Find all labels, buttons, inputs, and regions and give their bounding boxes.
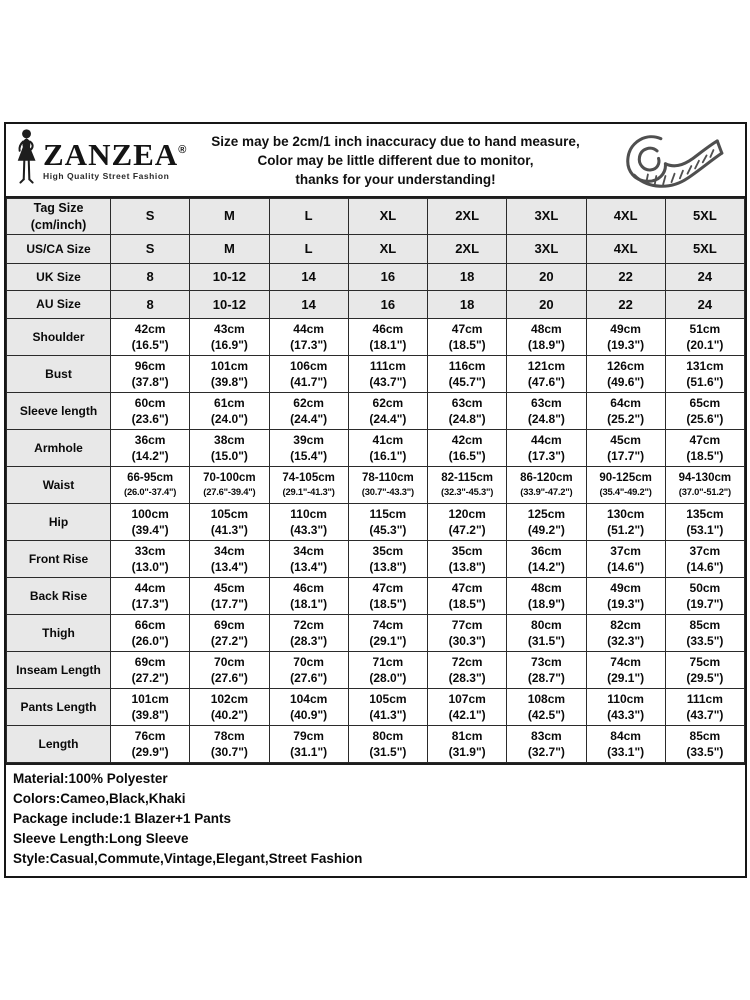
measurement-row [7,393,745,430]
measurement-row [7,319,745,356]
info-style: Style:Casual,Commute,Vintage,Elegant,Street Fashion [13,851,363,866]
size-cell: 125cm (49.2") [507,504,586,541]
size-cell: 85cm (33.5") [665,615,744,652]
size-cell: 14 [269,264,348,291]
size-cell: 33cm (13.0") [111,541,190,578]
size-header-row [7,291,745,319]
measurement-row [7,652,745,689]
row-label: Waist [7,467,111,504]
size-cell: 43cm (16.9") [190,319,269,356]
size-cell: 2XL [428,235,507,264]
size-header-row [7,199,745,235]
size-cell: 110cm (43.3") [269,504,348,541]
size-cell: 81cm (31.9") [428,726,507,763]
size-cell: 65cm (25.6") [665,393,744,430]
size-cell: 48cm (18.9") [507,578,586,615]
brand-text [43,139,186,181]
size-cell: 45cm (17.7") [190,578,269,615]
row-label: US/CA Size [7,235,111,264]
size-cell: 62cm (24.4") [348,393,427,430]
size-cell: 130cm (51.2") [586,504,665,541]
size-cell: 135cm (53.1") [665,504,744,541]
row-label: Bust [7,356,111,393]
size-cell: 104cm (40.9") [269,689,348,726]
size-cell: 120cm (47.2") [428,504,507,541]
size-cell: 4XL [586,199,665,235]
size-cell: 46cm (18.1") [269,578,348,615]
measurement-row [7,726,745,763]
brand-name: ZANZEA® [43,137,187,172]
size-cell: 101cm (39.8") [190,356,269,393]
size-cell: XL [348,199,427,235]
size-cell: 47cm (18.5") [428,319,507,356]
size-cell: 10-12 [190,291,269,319]
product-info [6,763,745,876]
size-cell: 107cm (42.1") [428,689,507,726]
measurement-row [7,504,745,541]
size-cell: L [269,199,348,235]
size-cell: 24 [665,291,744,319]
size-cell: 100cm (39.4") [111,504,190,541]
row-label: UK Size [7,264,111,291]
row-label: Shoulder [7,319,111,356]
size-cell: 62cm (24.4") [269,393,348,430]
size-cell: 90-125cm (35.4"-49.2") [586,467,665,504]
size-cell: 51cm (20.1") [665,319,744,356]
info-colors: Colors:Cameo,Black,Khaki [13,791,186,806]
size-cell: 2XL [428,199,507,235]
measurement-notice [196,132,595,189]
row-label: Length [7,726,111,763]
notice-line-1: Size may be 2cm/1 inch inaccuracy due to hand measure, [211,133,580,149]
size-cell: 121cm (47.6") [507,356,586,393]
size-cell: 8 [111,264,190,291]
size-cell: 3XL [507,199,586,235]
size-cell: 96cm (37.8") [111,356,190,393]
size-cell: 22 [586,264,665,291]
row-label: Sleeve length [7,393,111,430]
row-label: Front Rise [7,541,111,578]
size-cell: 20 [507,291,586,319]
tape-measure-icon [595,128,745,192]
size-cell: 36cm (14.2") [507,541,586,578]
size-cell: 111cm (43.7") [665,689,744,726]
size-cell: 69cm (27.2") [190,615,269,652]
size-cell: 70cm (27.6") [269,652,348,689]
size-cell: 44cm (17.3") [269,319,348,356]
measurement-row [7,578,745,615]
size-cell: 74cm (29.1") [348,615,427,652]
size-cell: 24 [665,264,744,291]
size-cell: 75cm (29.5") [665,652,744,689]
size-cell: L [269,235,348,264]
size-cell: 69cm (27.2") [111,652,190,689]
row-label: Inseam Length [7,652,111,689]
size-cell: 77cm (30.3") [428,615,507,652]
size-cell: 102cm (40.2") [190,689,269,726]
row-label: Armhole [7,430,111,467]
size-cell: 61cm (24.0") [190,393,269,430]
size-cell: 72cm (28.3") [269,615,348,652]
size-cell: 63cm (24.8") [428,393,507,430]
size-cell: 70cm (27.6") [190,652,269,689]
size-cell: 106cm (41.7") [269,356,348,393]
size-cell: 126cm (49.6") [586,356,665,393]
registered-mark: ® [178,144,187,156]
notice-line-3: thanks for your understanding! [295,171,496,187]
size-cell: 18 [428,264,507,291]
size-header-row [7,264,745,291]
size-cell: 4XL [586,235,665,264]
size-cell: 110cm (43.3") [586,689,665,726]
size-cell: 111cm (43.7") [348,356,427,393]
size-cell: 64cm (25.2") [586,393,665,430]
size-cell: 37cm (14.6") [586,541,665,578]
size-cell: 73cm (28.7") [507,652,586,689]
size-cell: 105cm (41.3") [190,504,269,541]
size-cell: 38cm (15.0") [190,430,269,467]
woman-figure-icon [14,128,41,193]
size-cell: 48cm (18.9") [507,319,586,356]
size-cell: 83cm (32.7") [507,726,586,763]
size-cell: 66cm (26.0") [111,615,190,652]
size-cell: 80cm (31.5") [348,726,427,763]
size-cell: 131cm (51.6") [665,356,744,393]
size-cell: 18 [428,291,507,319]
size-cell: 85cm (33.5") [665,726,744,763]
size-cell: 5XL [665,235,744,264]
size-cell: 80cm (31.5") [507,615,586,652]
size-cell: 101cm (39.8") [111,689,190,726]
size-cell: 116cm (45.7") [428,356,507,393]
banner [6,124,745,198]
size-cell: 34cm (13.4") [269,541,348,578]
size-cell: 14 [269,291,348,319]
size-cell: M [190,199,269,235]
size-cell: 47cm (18.5") [665,430,744,467]
size-cell: 49cm (19.3") [586,578,665,615]
size-cell: 22 [586,291,665,319]
size-cell: 41cm (16.1") [348,430,427,467]
size-cell: 79cm (31.1") [269,726,348,763]
size-chart-panel [4,122,747,878]
size-cell: 20 [507,264,586,291]
size-cell: 78-110cm (30.7"-43.3") [348,467,427,504]
size-cell: 115cm (45.3") [348,504,427,541]
size-cell: 37cm (14.6") [665,541,744,578]
row-label: Hip [7,504,111,541]
size-cell: 8 [111,291,190,319]
row-label: AU Size [7,291,111,319]
size-cell: 74-105cm (29.1"-41.3") [269,467,348,504]
size-cell: 42cm (16.5") [428,430,507,467]
size-cell: XL [348,235,427,264]
size-cell: 47cm (18.5") [428,578,507,615]
info-package: Package include:1 Blazer+1 Pants [13,811,231,826]
info-material: Material:100% Polyester [13,771,168,786]
size-cell: M [190,235,269,264]
size-cell: 76cm (29.9") [111,726,190,763]
size-cell: 16 [348,264,427,291]
size-cell: 66-95cm (26.0"-37.4") [111,467,190,504]
size-cell: 39cm (15.4") [269,430,348,467]
size-cell: 82cm (32.3") [586,615,665,652]
size-cell: 60cm (23.6") [111,393,190,430]
size-cell: 108cm (42.5") [507,689,586,726]
size-cell: 45cm (17.7") [586,430,665,467]
size-cell: 5XL [665,199,744,235]
size-cell: 42cm (16.5") [111,319,190,356]
size-table [6,198,745,763]
size-cell: 3XL [507,235,586,264]
row-label: Pants Length [7,689,111,726]
size-cell: 86-120cm (33.9"-47.2") [507,467,586,504]
row-label: Back Rise [7,578,111,615]
size-cell: 46cm (18.1") [348,319,427,356]
size-cell: S [111,199,190,235]
measurement-row [7,430,745,467]
row-label: Tag Size (cm/inch) [7,199,111,235]
size-cell: 105cm (41.3") [348,689,427,726]
size-cell: 47cm (18.5") [348,578,427,615]
size-cell: 63cm (24.8") [507,393,586,430]
size-cell: 35cm (13.8") [428,541,507,578]
size-cell: 84cm (33.1") [586,726,665,763]
info-sleeve-length: Sleeve Length:Long Sleeve [13,831,189,846]
size-cell: 49cm (19.3") [586,319,665,356]
size-cell: 94-130cm (37.0"-51.2") [665,467,744,504]
size-cell: 10-12 [190,264,269,291]
size-cell: 82-115cm (32.3"-45.3") [428,467,507,504]
size-cell: 50cm (19.7") [665,578,744,615]
size-cell: 74cm (29.1") [586,652,665,689]
size-cell: 35cm (13.8") [348,541,427,578]
size-cell: 71cm (28.0") [348,652,427,689]
brand-tagline: High Quality Street Fashion [43,171,170,181]
size-cell: 44cm (17.3") [111,578,190,615]
size-cell: 44cm (17.3") [507,430,586,467]
size-cell: S [111,235,190,264]
measurement-row [7,689,745,726]
row-label: Thigh [7,615,111,652]
size-header-row [7,235,745,264]
size-cell: 36cm (14.2") [111,430,190,467]
size-cell: 70-100cm (27.6"-39.4") [190,467,269,504]
size-cell: 78cm (30.7") [190,726,269,763]
measurement-row [7,541,745,578]
measurement-row [7,356,745,393]
size-cell: 34cm (13.4") [190,541,269,578]
measurement-row [7,467,745,504]
measurement-row [7,615,745,652]
size-cell: 16 [348,291,427,319]
brand-logo [6,128,196,193]
size-cell: 72cm (28.3") [428,652,507,689]
notice-line-2: Color may be little different due to monitor, [257,152,534,168]
